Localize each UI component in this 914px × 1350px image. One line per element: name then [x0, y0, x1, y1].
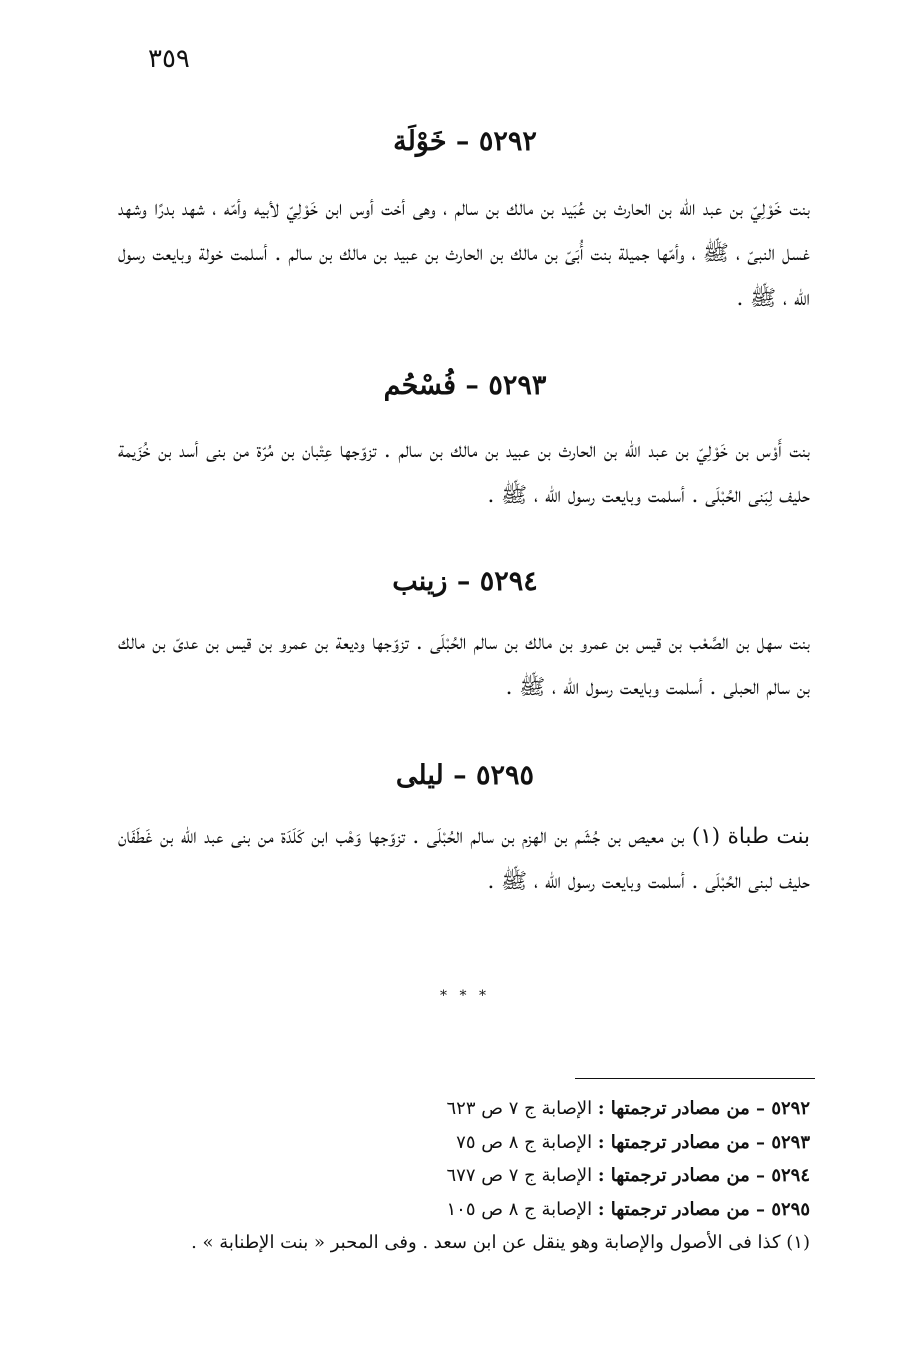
entry-paragraph: بنت أَوْس بن خَوْلِيّ بن عبد الله بن الحارث بن عبيد بن مالك بن سالم . تزوّجها عِتْبان بن مُرّة من بنى أسد بن خُزَيمة حليف لِبَنى الحُبْلَى . أسلمت وبايعت رسول الله ، ﷺ . [118, 438, 810, 508]
footnote-item [150, 1193, 810, 1227]
footnotes-list [150, 1092, 810, 1260]
footnote-item [150, 1092, 810, 1126]
footnote-label: ٥٢٩٥ – من مصادر ترجمتها : [597, 1198, 810, 1220]
entry-heading: ٥٢٩٢ – خَوْلَة [393, 126, 537, 157]
footnote-label: ٥٢٩٣ – من مصادر ترجمتها : [597, 1131, 810, 1153]
entry-paragraph: بنت سهل بن الصَّعْب بن قيس بن عمرو بن مالك بن سالم الحُبْلَى . تزوّجها وديعة بن عمرو بن قيس بن عدىّ بن مالك بن سالم الحبلى . أسلمت وبايعت رسول الله ، ﷺ . [118, 630, 810, 700]
footnote-text: الإصابة ج ٨ ص ٧٥ [456, 1131, 598, 1153]
footnote-item [150, 1159, 810, 1193]
entry-paragraph: بنت طباة (١) بن معيص بن جُشَم بن الهزم بن سالم الحُبْلَى . تزوّجها وَهْب ابن كَلَدَة من بنى عبد الله بن غَطَفَان حليف لبنى الحُبْلَى . أسلمت وبايعت رسول الله ، ﷺ . [118, 824, 810, 894]
entry-heading: ٥٢٩٣ – فُسْحُم [383, 370, 547, 401]
entry-heading: ٥٢٩٥ – ليلى [395, 760, 535, 791]
footnote-divider [575, 1078, 815, 1079]
entry-paragraph: بنت خَوْلِيّ بن عبد الله بن الحارث بن عُبَيد بن مالك بن سالم ، وهى أخت أوس ابن خَوْلِيّ لأبيه وأمّه ، شهد بدرًا وشهد غسل النبىّ ، ﷺ ، وأمّها جميلة بنت أُبَىّ بن مالك بن الحارث بن عبيد بن مالك بن سالم . أسلمت خولة وبايعت رسول الله ، ﷺ . [118, 196, 811, 311]
footnote-item [150, 1126, 810, 1160]
footnote-text: الإصابة ج ٧ ص ٦٢٣ [446, 1098, 598, 1119]
page-number: ٣٥٩ [148, 44, 190, 74]
footnote-text: الإصابة ج ٨ ص ١٠٥ [446, 1198, 598, 1220]
footnote-text: الإصابة ج ٧ ص ٦٧٧ [446, 1165, 598, 1186]
section-separator: * * * [440, 988, 490, 1004]
entry-heading: ٥٢٩٤ – زينب [392, 566, 538, 597]
footnote-label: ٥٢٩٤ – من مصادر ترجمتها : [597, 1165, 810, 1186]
footnote-label: ٥٢٩٢ – من مصادر ترجمتها : [597, 1098, 810, 1119]
footnote-text: (١) كذا فى الأصول والإصابة وهو ينقل عن ابن سعد . وفى المحبر « بنت الإطنابة » . [191, 1232, 810, 1253]
footnote-item [150, 1226, 810, 1260]
